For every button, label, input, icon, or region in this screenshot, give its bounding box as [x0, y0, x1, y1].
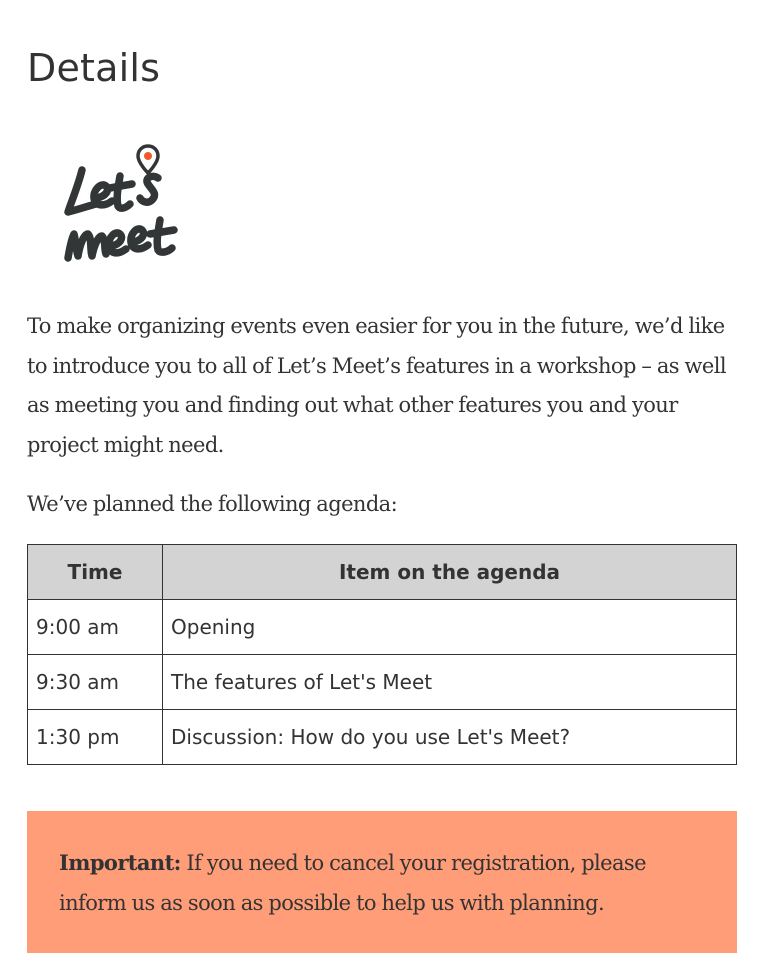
- notice-text: [59, 843, 705, 923]
- agenda-table: [27, 544, 737, 765]
- agenda-time-cell: 9:00 am: [28, 600, 163, 655]
- agenda-item-cell: Discussion: How do you use Let's Meet?: [163, 710, 737, 765]
- agenda-header-row: [28, 545, 737, 600]
- table-row: [28, 655, 737, 710]
- agenda-item-cell: The features of Let's Meet: [163, 655, 737, 710]
- table-row: [28, 710, 737, 765]
- agenda-lead-text: We’ve planned the following agenda:: [27, 492, 398, 516]
- important-notice: [27, 811, 737, 953]
- intro-paragraph: To make organizing events even easier for you in the future, we’d like to introduce you to all of Let’s Meet’s features in a workshop – as well as meeting you and finding out what other features you and your project might need.: [27, 314, 726, 457]
- agenda-time-cell: 1:30 pm: [28, 710, 163, 765]
- section-heading: Details: [27, 46, 161, 90]
- lets-meet-logo-graphic: [60, 138, 190, 268]
- agenda-item-cell: Opening: [163, 600, 737, 655]
- notice-label: Important:: [59, 850, 181, 875]
- table-row: [28, 600, 737, 655]
- column-header-item: Item on the agenda: [163, 545, 737, 600]
- column-header-time: Time: [28, 545, 163, 600]
- lets-meet-logo: [60, 138, 190, 268]
- notice-body: If you need to cancel your registration, please inform us as soon as possible to help us with planning.: [59, 851, 646, 915]
- agenda-time-cell: 9:30 am: [28, 655, 163, 710]
